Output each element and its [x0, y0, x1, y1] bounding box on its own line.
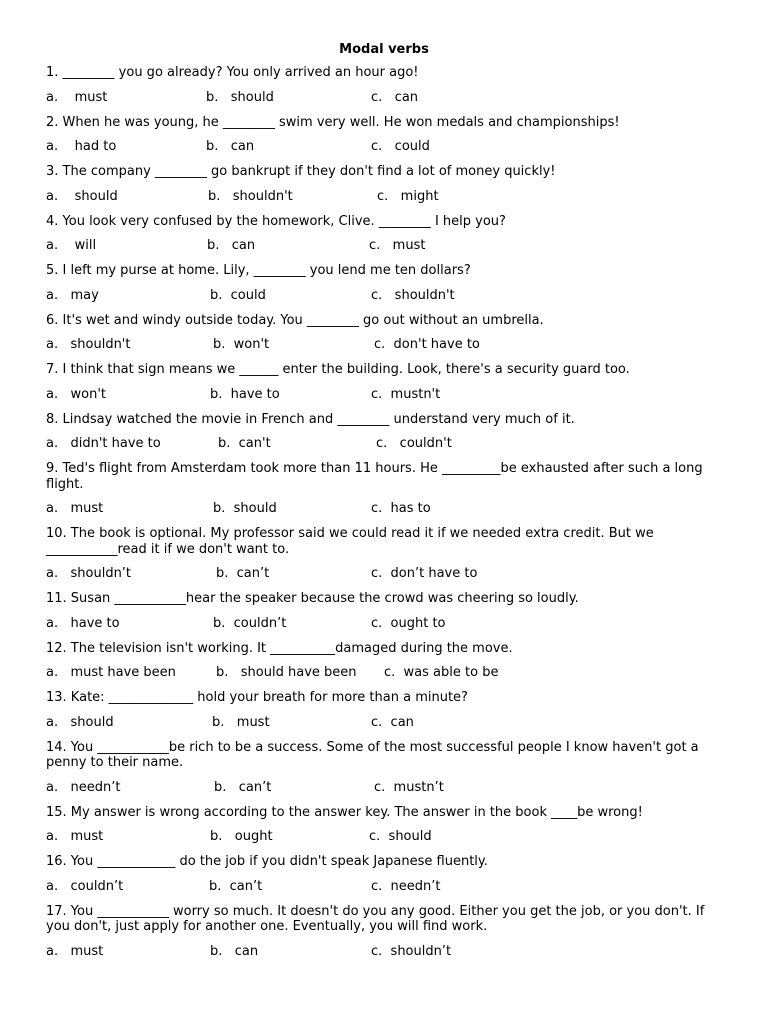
option-b: b. can [210, 943, 259, 959]
question-item [46, 591, 721, 632]
option-c: c. could [371, 139, 430, 154]
option-c: c. don’t have to [371, 566, 478, 581]
answer-options [46, 288, 721, 304]
answer-options [46, 944, 721, 960]
option-b: b. ought [210, 829, 273, 844]
option-b: b. can [206, 139, 255, 154]
answer-options [46, 436, 721, 452]
option-b: b. can’t [209, 878, 263, 894]
answer-options [46, 238, 721, 254]
question-item [46, 412, 721, 453]
option-b: b. can't [218, 436, 271, 451]
answer-options [46, 879, 721, 895]
question-item [46, 263, 721, 304]
option-b: b. should have been [216, 665, 357, 680]
question-text: 8. Lindsay watched the movie in French and ________ understand very much of it. [46, 411, 575, 427]
option-b: b. shouldn't [208, 188, 293, 204]
question-item [46, 313, 721, 354]
option-a: a. shouldn't [46, 337, 131, 352]
option-a: a. had to [46, 139, 117, 154]
question-text: 12. The television isn't working. It __________damaged during the move. [46, 640, 513, 656]
option-b: b. can’t [216, 566, 270, 581]
option-c: c. needn’t [371, 878, 441, 894]
question-item [46, 461, 721, 517]
answer-options [46, 616, 721, 632]
answer-options [46, 780, 721, 796]
question-text: 9. Ted's flight from Amsterdam took more than 11 hours. He _________be exhausted after such a long flight. [46, 461, 703, 492]
option-a: a. needn’t [46, 779, 121, 795]
question-item [46, 214, 721, 255]
option-a: a. didn't have to [46, 436, 161, 451]
question-text: 5. I left my purse at home. Lily, ________ you lend me ten dollars? [46, 263, 471, 278]
option-c: c. ought to [371, 615, 446, 631]
question-text: 13. Kate: _____________ hold your breath for more than a minute? [46, 690, 468, 705]
answer-options [46, 90, 721, 106]
question-text: 6. It's wet and windy outside today. You ________ go out without an umbrella. [46, 312, 544, 328]
question-text: 15. My answer is wrong according to the answer key. The answer in the book ____be wrong! [46, 804, 643, 820]
answer-options [46, 139, 721, 155]
question-item [46, 641, 721, 682]
answer-options [46, 566, 721, 582]
question-list [46, 65, 721, 969]
option-a: a. must [46, 89, 108, 105]
option-a: a. couldn’t [46, 878, 124, 894]
option-a: a. should [46, 714, 114, 730]
option-a: a. won't [46, 386, 106, 402]
option-c: c. was able to be [384, 665, 499, 680]
option-c: c. can [371, 714, 414, 730]
option-c: c. don't have to [374, 337, 480, 352]
question-item [46, 164, 721, 205]
question-text: 14. You ___________be rich to be a success. Some of the most successful people I know haven't got a penny to their name. [46, 739, 699, 770]
question-item [46, 740, 721, 796]
answer-options [46, 501, 721, 517]
question-text: 16. You ____________ do the job if you didn't speak Japanese fluently. [46, 854, 488, 869]
question-item [46, 854, 721, 895]
option-b: b. can’t [214, 779, 272, 795]
page-title: Modal verbs [339, 42, 429, 57]
option-c: c. has to [371, 501, 431, 516]
option-a: a. shouldn’t [46, 566, 132, 581]
option-a: a. must have been [46, 665, 176, 680]
option-b: b. should [206, 89, 274, 105]
option-a: a. will [46, 238, 97, 253]
option-a: a. must [46, 943, 104, 959]
question-text: 1. ________ you go already? You only arrived an hour ago! [46, 65, 419, 80]
option-c: c. should [369, 829, 432, 844]
option-c: c. can [371, 89, 419, 105]
answer-options [46, 829, 721, 845]
question-item [46, 690, 721, 731]
option-a: a. may [46, 287, 99, 303]
option-b: b. should [213, 501, 277, 516]
answer-options [46, 715, 721, 731]
question-text: 10. The book is optional. My professor said we could read it if we needed extra credit. But we ___________read it if we don't want to. [46, 526, 654, 557]
question-item [46, 362, 721, 403]
question-item [46, 115, 721, 156]
question-item [46, 526, 721, 582]
option-a: a. must [46, 501, 104, 516]
question-text: 2. When he was young, he ________ swim very well. He won medals and championships! [46, 114, 620, 130]
answer-options [46, 387, 721, 403]
option-c: c. shouldn’t [371, 943, 452, 959]
option-c: c. mustn't [371, 386, 441, 402]
option-c: c. shouldn't [371, 287, 455, 303]
question-text: 7. I think that sign means we ______ enter the building. Look, there's a security guard too. [46, 362, 630, 377]
option-b: b. have to [210, 386, 280, 402]
option-b: b. must [212, 714, 270, 730]
question-text: 17. You ___________ worry so much. It doesn't do you any good. Either you get the job, or you don't. If you don't, just apply for another one. Eventually, you will find work. [46, 903, 705, 934]
question-item [46, 805, 721, 846]
option-c: c. must [369, 238, 426, 253]
option-c: c. mustn’t [374, 779, 444, 795]
question-item [46, 904, 721, 960]
option-b: b. could [210, 287, 266, 303]
option-b: b. won't [213, 337, 270, 352]
option-c: c. couldn't [376, 436, 452, 451]
question-text: 3. The company ________ go bankrupt if they don't find a lot of money quickly! [46, 164, 556, 179]
option-b: b. can [207, 238, 256, 253]
option-b: b. couldn’t [213, 615, 287, 631]
question-text: 4. You look very confused by the homework, Clive. ________ I help you? [46, 213, 506, 229]
question-text: 11. Susan ___________hear the speaker because the crowd was cheering so loudly. [46, 591, 579, 606]
answer-options [46, 189, 721, 205]
answer-options [46, 665, 721, 681]
option-c: c. might [377, 188, 439, 204]
option-a: a. must [46, 829, 104, 844]
option-a: a. should [46, 188, 118, 204]
answer-options [46, 337, 721, 353]
option-a: a. have to [46, 615, 120, 631]
question-item [46, 65, 721, 106]
